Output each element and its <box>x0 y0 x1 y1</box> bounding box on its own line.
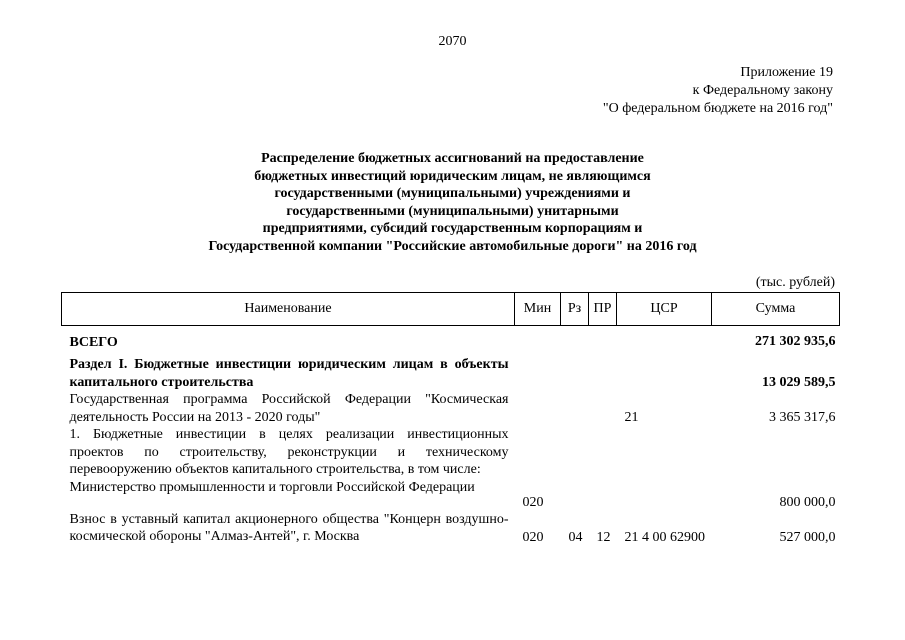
row-sum <box>712 426 840 479</box>
row-rz <box>561 326 589 357</box>
row-rz <box>561 391 589 426</box>
table-row <box>62 356 840 391</box>
row-pr: 12 <box>596 529 611 545</box>
row-csr <box>617 356 712 391</box>
row-pr <box>589 426 617 479</box>
row-csr: 21 <box>624 410 639 425</box>
row-name: 1. Бюджетные инвестиции в целях реализации инвестиционных проектов по строительству, реконструкции и техническому перевооружению объектов капитального строительства, в том числе: <box>69 427 509 477</box>
header-target-article-code: ЦСР <box>617 293 712 326</box>
row-rz <box>561 426 589 479</box>
title-line: Государственной компании "Российские автомобильные дороги" на 2016 год <box>208 238 697 254</box>
title-line: государственными (муниципальными) учреждениями и <box>274 186 631 201</box>
header-amount: Сумма <box>712 293 840 326</box>
row-rz <box>561 479 589 511</box>
row-pr <box>589 356 617 391</box>
row-name: ВСЕГО <box>69 335 118 350</box>
table-row <box>62 479 840 511</box>
row-pr <box>589 479 617 511</box>
row-name: Раздел I. Бюджетные инвестиции юридическим лицам в объекты капитального строительства <box>69 357 509 390</box>
table-row <box>62 511 840 546</box>
row-rz: 04 <box>568 529 583 545</box>
row-name: Государственная программа Российской Федерации "Космическая деятельность России на 2013 - 2020 годы" <box>69 392 509 425</box>
appendix-reference <box>533 64 833 118</box>
table-header-row <box>62 293 840 326</box>
header-ministry-code: Мин <box>515 293 561 326</box>
appendix-number: Приложение 19 <box>740 65 833 80</box>
row-min <box>515 356 561 391</box>
row-csr <box>617 326 712 357</box>
page-number: 2070 <box>438 34 467 49</box>
row-csr <box>617 479 712 511</box>
row-csr: 21 4 00 62900 <box>624 529 705 545</box>
row-rz <box>561 356 589 391</box>
row-sum: 527 000,0 <box>779 529 836 545</box>
header-subsection-code: ПР <box>589 293 617 326</box>
row-csr <box>617 426 712 479</box>
units-label: (тыс. рублей) <box>755 275 835 290</box>
appendix-law-title: "О федеральном бюджете на 2016 год" <box>602 101 833 116</box>
row-pr <box>589 391 617 426</box>
header-name: Наименование <box>62 293 515 326</box>
title-line: предприятиями, субсидий государственным корпорациям и <box>262 221 643 236</box>
row-name: Министерство промышленности и торговли Российской Федерации <box>69 479 475 495</box>
table-row <box>62 326 840 357</box>
row-name: Взнос в уставный капитал акционерного общества "Концерн воздушно-космической обороны "Алмаз-Антей", г. Москва <box>69 511 509 544</box>
budget-table <box>61 292 840 546</box>
document-title <box>150 150 755 255</box>
row-min <box>515 326 561 357</box>
table-row <box>62 391 840 426</box>
title-line: Распределение бюджетных ассигнований на предоставление <box>261 151 644 166</box>
appendix-law-ref: к Федеральному закону <box>692 83 833 98</box>
table-row <box>62 426 840 479</box>
row-min: 020 <box>522 494 544 510</box>
row-sum: 3 365 317,6 <box>769 410 836 425</box>
row-sum: 271 302 935,6 <box>755 334 836 349</box>
row-sum: 800 000,0 <box>779 494 836 510</box>
row-min <box>515 426 561 479</box>
title-line: бюджетных инвестиций юридическим лицам, не являющимся <box>254 168 651 184</box>
row-pr <box>589 326 617 357</box>
row-sum: 13 029 589,5 <box>762 375 836 390</box>
row-min: 020 <box>522 529 544 545</box>
header-section-code: Рз <box>561 293 589 326</box>
title-line: государственными (муниципальными) унитарными <box>286 203 619 219</box>
row-min <box>515 391 561 426</box>
